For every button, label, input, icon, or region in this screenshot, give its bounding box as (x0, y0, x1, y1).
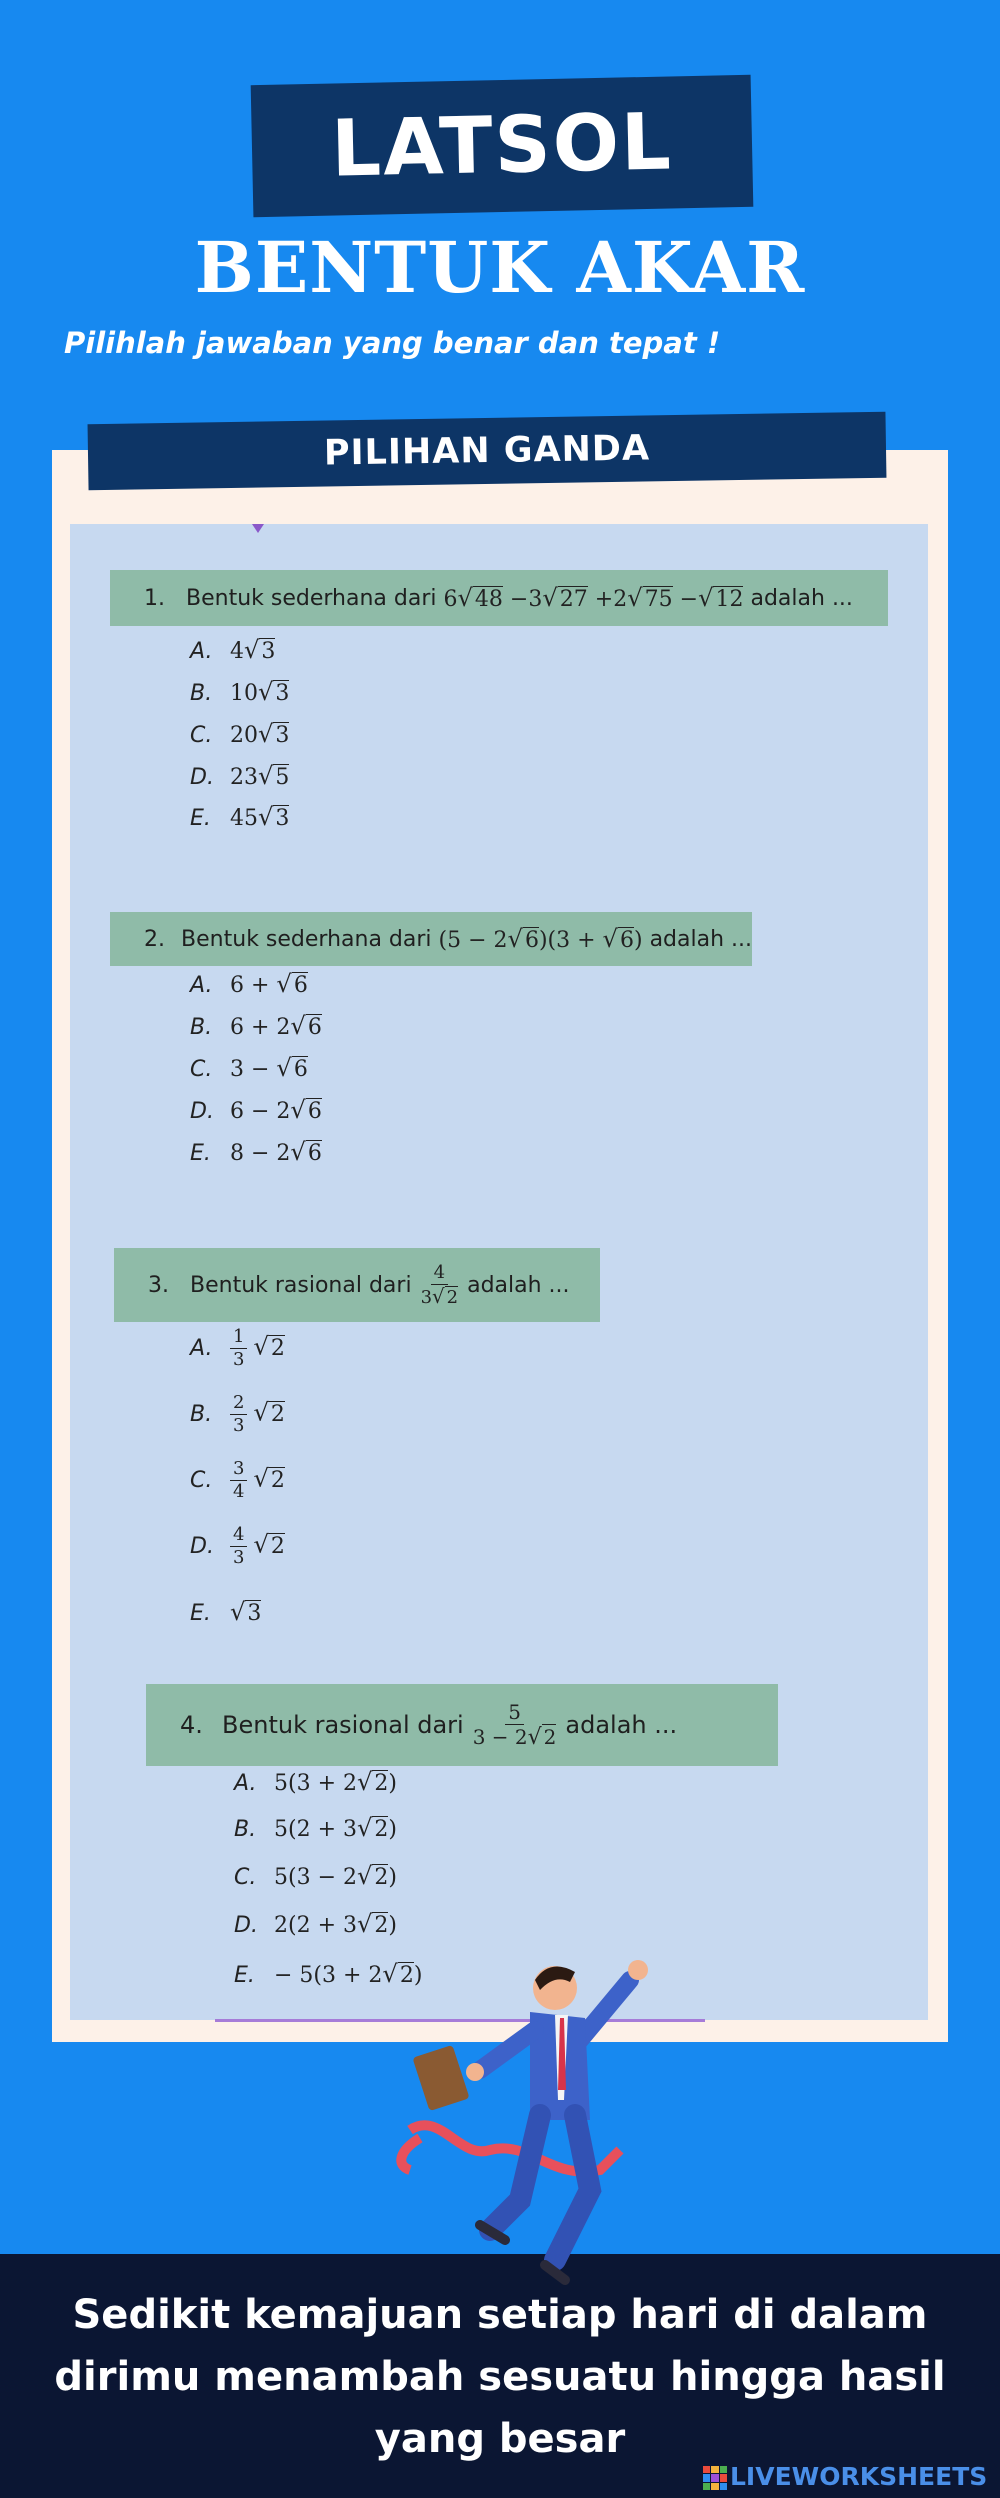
question-text: Bentuk rasional dari (222, 1711, 464, 1739)
page-subtitle: BENTUK AKAR (194, 226, 806, 309)
quote-line: yang besar (374, 2416, 626, 2462)
section-label: PILIHAN GANDA (323, 428, 651, 474)
option-2b[interactable]: B. 6 + 2√6 (190, 1012, 322, 1040)
question-3-bar (114, 1248, 600, 1322)
question-fraction: $\frac{4}{3√ 2}$ (420, 1261, 459, 1308)
option-4c[interactable]: C. 5(3 − 2√2) (234, 1862, 398, 1890)
option-2c[interactable]: C. 3 − √6 (190, 1054, 308, 1082)
question-text: Bentuk sederhana dari (186, 585, 437, 611)
option-4b[interactable]: B. 5(2 + 3√2) (234, 1814, 398, 1842)
question-suffix: adalah ... (750, 585, 853, 611)
question-number: 2. (144, 926, 165, 952)
question-number: 1. (144, 585, 165, 611)
option-1c[interactable]: C. 20√3 (190, 720, 290, 748)
instruction-text: Pilihlah jawaban yang benar dan tepat ! (64, 326, 721, 360)
option-1e[interactable]: E. 45√3 (190, 803, 290, 831)
option-1b[interactable]: B. 10√3 (190, 678, 290, 706)
title-banner (251, 75, 754, 217)
question-2-bar (110, 912, 752, 966)
option-3c[interactable]: C. $\frac{3}{4}$ √2 (190, 1458, 285, 1502)
option-2e[interactable]: E. 8 − 2√6 (190, 1138, 322, 1166)
option-3d[interactable]: D. $\frac{4}{3}$ √2 (190, 1524, 285, 1568)
caret-marker-icon (252, 524, 264, 533)
quote-line: Sedikit kemajuan setiap hari di dalam (72, 2292, 928, 2338)
section-banner (88, 412, 887, 491)
question-suffix: adalah ... (565, 1711, 678, 1739)
option-3b[interactable]: B. $\frac{2}{3}$ √2 (190, 1392, 285, 1436)
option-2d[interactable]: D. 6 − 2√6 (190, 1096, 322, 1124)
option-3e[interactable]: E. √3 (190, 1598, 262, 1626)
option-1a[interactable]: A. 4√3 (190, 636, 276, 664)
question-fraction: $\frac{5}{3 - 2√ 2}$ (472, 1699, 557, 1750)
question-1-bar (110, 570, 888, 626)
liveworksheets-logo-icon (703, 2466, 727, 2490)
question-number: 4. (180, 1711, 203, 1739)
question-text: Bentuk rasional dari (190, 1272, 412, 1298)
running-businessman-icon (380, 1900, 700, 2300)
option-4a[interactable]: A. 5(3 + 2√2) (234, 1768, 398, 1796)
question-expression: 6√48 −3√27 +2√75 −√12 (443, 584, 744, 612)
motivational-quote (0, 2284, 1000, 2470)
option-3a[interactable]: A. $\frac{1}{3}$ √2 (190, 1326, 285, 1370)
option-4e[interactable]: E. − 5(3 + 2√2) (234, 1960, 423, 1988)
question-text: Bentuk sederhana dari (181, 926, 432, 952)
option-1d[interactable]: D. 23√5 (190, 762, 290, 790)
question-expression: (5 − 2√6)(3 + √6) (438, 925, 643, 953)
option-4d[interactable]: D. 2(2 + 3√2) (234, 1910, 398, 1938)
quote-line: dirimu menambah sesuatu hingga hasil (54, 2354, 946, 2400)
question-number: 3. (148, 1272, 169, 1298)
brand-name[interactable]: LIVEWORKSHEETS (730, 2462, 988, 2491)
option-2a[interactable]: A. 6 + √6 (190, 970, 308, 998)
question-suffix: adalah ... (649, 926, 752, 952)
question-4-bar (146, 1684, 778, 1766)
question-suffix: adalah ... (467, 1272, 570, 1298)
page-title: LATSOL (330, 97, 674, 195)
